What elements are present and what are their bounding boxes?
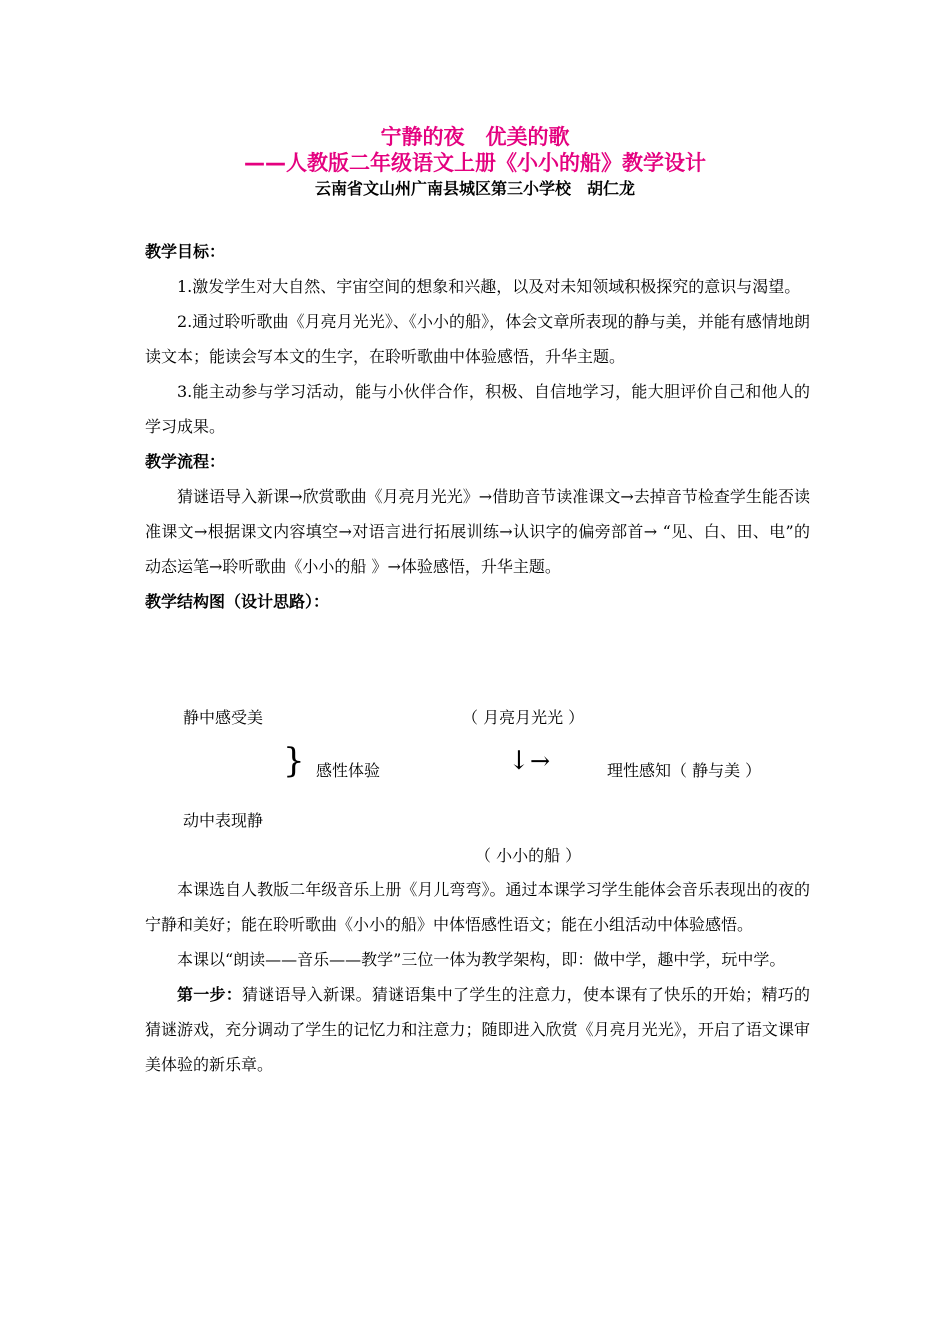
title-line-2: ——人教版二年级语文上册《小小的船》教学设计: [244, 151, 706, 175]
structure-top-left: 静中感受美: [183, 708, 264, 727]
structure-heading: 教学结构图（设计思路）：: [145, 592, 330, 611]
paragraph-1: 本课选自人教版二年级音乐上册《月儿弯弯》。通过本课学习学生能体会音乐表现出的夜的宁静和美好；能在聆听歌曲《小小的船》中体悟感性语文；能在小组活动中体验感悟。: [145, 880, 810, 934]
structure-song-1: （ 月亮月光光 ）: [462, 708, 585, 727]
goal-item-1: 1.激发学生对大自然、宇宙空间的想象和兴趣，以及对未知领域积极探究的意识与渴望。: [177, 277, 801, 296]
description-section: [145, 872, 810, 1082]
step-1-text: 猜谜语导入新课。猜谜语集中了学生的注意力，使本课有了快乐的开始；精巧的猜谜游戏，充分调动了学生的记忆力和注意力；随即进入欣赏《月亮月光光》，开启了语文课审美体验的新乐章。: [145, 985, 810, 1074]
arrow-down-icon: ↓: [508, 746, 530, 776]
structure-song-2: （ 小小的船 ）: [475, 846, 582, 865]
flow-text: 猜谜语导入新课→欣赏歌曲《月亮月光光》→借助音节读准课文→去掉音节检查学生能否读准课文→根据课文内容填空→对语言进行拓展训练→认识字的偏旁部首→ “见、白、田、电”的动态运笔→聆听歌曲《小小的船 》→体验感悟，升华主题。: [145, 487, 810, 576]
brace-symbol: }: [283, 741, 305, 781]
flow-heading: 教学流程：: [145, 452, 226, 471]
author-line: 云南省文山州广南县城区第三小学校 胡仁龙: [314, 179, 635, 198]
step-1-paragraph: [145, 977, 810, 1082]
title-line-1: 宁静的夜 优美的歌: [380, 125, 570, 149]
structure-bottom-left: 动中表现静: [183, 811, 264, 830]
goals-section: [145, 234, 810, 619]
structure-middle: 感性体验: [316, 761, 381, 780]
arrow-right-icon: →: [530, 747, 551, 775]
step-1-label: 第一步：: [177, 985, 242, 1004]
structure-right: 理性感知（ 静与美 ）: [607, 761, 762, 780]
goal-item-3: 3.能主动参与学习活动，能与小伙伴合作，积极、自信地学习，能大胆评价自己和他人的学习成果。: [145, 382, 810, 436]
paragraph-2: 本课以“朗读——音乐——教学”三位一体为教学架构，即：做中学，趣中学，玩中学。: [177, 950, 786, 969]
goals-heading: 教学目标：: [145, 242, 226, 261]
goal-item-2: 2.通过聆听歌曲《月亮月光光》、《小小的船》，体会文章所表现的静与美，并能有感情地朗读文本；能读会写本文的生字，在聆听歌曲中体验感悟，升华主题。: [145, 312, 810, 366]
